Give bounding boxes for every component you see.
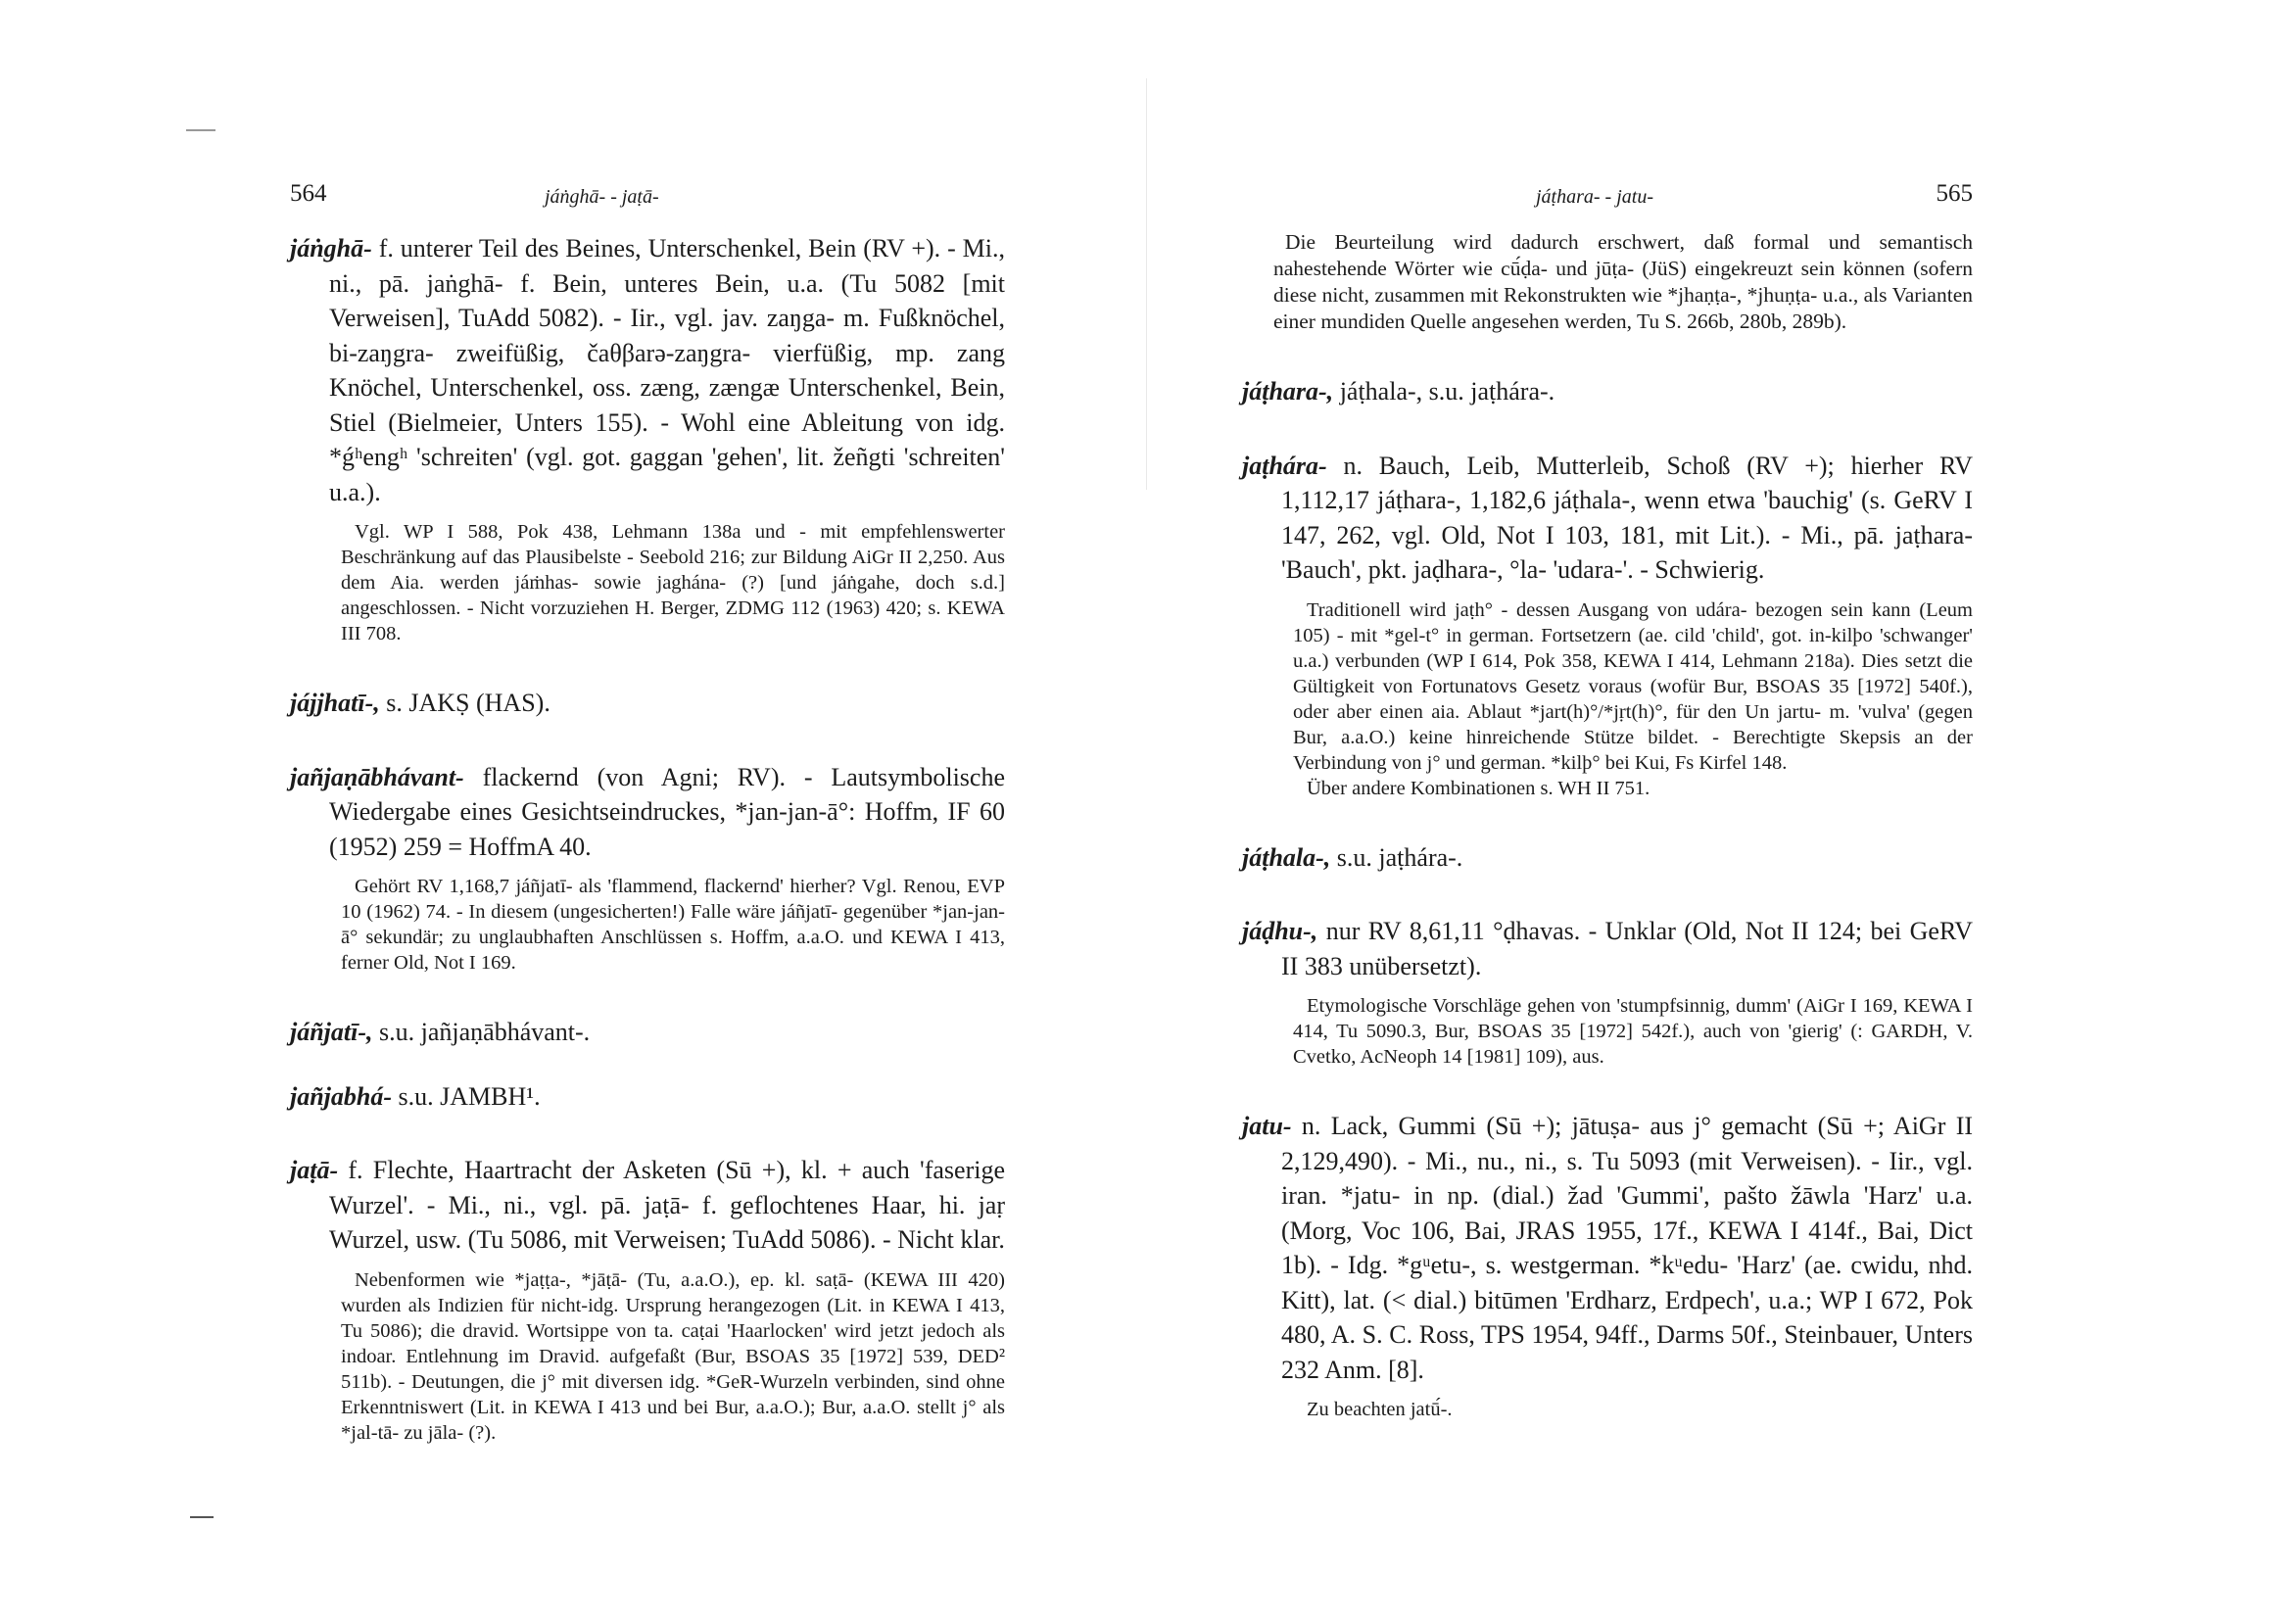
entry-text: n. Bauch, Leib, Mutterleib, Schoß (RV +); hierher RV 1,112,17 jáṭhara-, 1,182,6 jáṭhala-, wenn etwa 'bauchig' (s. GeRV I 147, 262, vgl. Old, Not I 103, 181, mit Lit.). - Mi., pā. jaṭhara- 'Bauch', pkt. jaḍhara-, °la- 'udara-'. - Schwierig. (1281, 451, 1974, 584)
note-jadhu (1293, 993, 1973, 1070)
page-number-left: 564 (290, 180, 327, 207)
entry-text: s.u. jañjaṇābhávant-. (379, 1018, 591, 1046)
entry-jangha (290, 231, 1005, 509)
lemma: jatu- (1242, 1112, 1292, 1140)
note-text: Etymologische Vorschläge gehen von 'stumpfsinnig, dumm' (AiGr I 169, KEWA I 414, Tu 5090.3, Bur, BSOAS 35 [1972] 542f.), auch von 'gierig' (: GARDH, V. Cvetko, AcNeoph 14 [1981] 109), aus. (1293, 995, 1973, 1068)
entry-janjabha (290, 1079, 1005, 1115)
note-text: Zu beachten jatū́-. (1307, 1399, 1453, 1420)
scan-speck (190, 1516, 214, 1518)
right-running-head (1242, 180, 1973, 231)
lemma: jañjaṇābhávant- (290, 762, 464, 791)
lemma: jáṭhala-, (1242, 842, 1331, 872)
entry-text: jáṭhala-, s.u. jaṭhára-. (1339, 377, 1555, 406)
entry-text: nur RV 8,61,11 °ḍhavas. - Unklar (Old, Not II 124; bei GeRV II 383 unübersetzt). (1281, 917, 1973, 980)
lemma: jáḍhu-, (1242, 917, 1318, 945)
page-number-right: 565 (1936, 180, 1973, 207)
entry-janjati (290, 1015, 1005, 1050)
entry-jajjhati (290, 686, 1005, 721)
note-text: Traditionell wird jaṭh° - dessen Ausgang von udára- bezogen sein kann (Leum 105) - mit *gel-t° in german. Fortsetzern (ae. cild 'child', got. in-kilþo 'schwanger' u.a.) verbunden (WP I 614, Pok 358, KEWA I 414, Lehmann 218a). Dies setzt die Gültigkeit von Fortunatovs Gesetz voraus (wofür Bur, BSOAS 35 [1972] 540f.), oder aber einen aia. Ablaut *jart(h)°/*jṛt(h)°, für den Un jartu- m. 'vulva' (gegen Bur, a.a.O.) keine hinreichende Stütze bildet. - Berechtigte Skepsis an der Verbindung von j° und german. *kilþ° bei Kui, Fs Kirfel 148. (1293, 598, 1973, 774)
entry-jathara-cross (1242, 374, 1973, 409)
running-title-right: jáṭhara- - jatu- (1536, 186, 1653, 208)
note-jangha (341, 519, 1005, 646)
lemma: jájjhatī-, (290, 689, 380, 717)
scan-speck (186, 129, 215, 131)
entry-janjanabhavant (290, 760, 1005, 865)
entry-text: f. unterer Teil des Beines, Unterschenkel, Bein (RV +). - Mi., ni., pā. jaṅghā- f. Bein, unteres Bein, u.a. (Tu 5082 [mit Verweisen], TuAdd 5082). - Iir., vgl. jav. zaŋga- m. Fußknöchel, bi-zaŋgra- zweifüßig, čaθβarə-zaŋgra- vierfüßig, mp. zang Knöchel, Unterschenkel, oss. zæng, zængæ Unterschenkel, Bein, Stiel (Bielmeier, Unters 155). - Wohl eine Ableitung von idg. *ǵʰengʰ 'schreiten' (vgl. got. gaggan 'gehen', lit. žeñgti 'schreiten' u.a.). (329, 234, 1005, 506)
lemma: jañjabhá- (290, 1081, 393, 1111)
lemma: jaṭhára- (1242, 451, 1327, 480)
entry-text: s.u. jaṭhára-. (1336, 842, 1463, 872)
entry-text: f. Flechte, Haartracht der Asketen (Sū +), kl. + auch 'faserige Wurzel'. - Mi., ni., vgl. pā. jaṭā- f. geflochtenes Haar, hi. jaṛ Wurzel, usw. (Tu 5086, mit Verweisen; TuAdd 5086). - Nicht klar. (329, 1156, 1006, 1254)
note-text: Vgl. WP I 588, Pok 438, Lehmann 138a und - mit empfehlenswerter Beschränkung auf das Plausibelste - Seebold 216; zur Bildung AiGr II 2,250. Aus dem Aia. werden jáṁhas- sowie jaghána- (?) [und jáṅgahe, doch s.d.] angeschlossen. - Nicht vorzuziehen H. Berger, ZDMG 112 (1963) 420; s. KEWA III 708. (341, 521, 1005, 644)
lemma: jáñjatī-, (290, 1018, 373, 1046)
note-jata (341, 1267, 1005, 1446)
entry-text: s.u. JAMBH¹. (398, 1081, 541, 1111)
entry-jatu (1242, 1109, 1973, 1387)
entry-jadhu (1242, 914, 1973, 983)
note-text: Gehört RV 1,168,7 jáñjatī- als 'flammend, flackernd' hierher? Vgl. Renou, EVP 10 (1962) 74. - In diesem (ungesicherten!) Falle wäre jáñjatī- gegenüber *jan-jan-ā° sekundär; zu unglaubhaften Anschlüssen s. Hoffm, a.a.O. und KEWA I 413, ferner Old, Not I 169. (341, 876, 1005, 974)
note-jatu (1293, 1397, 1973, 1422)
running-title-left: jáṅghā- - jaṭā- (545, 186, 659, 208)
right-page (1242, 180, 1973, 1422)
left-running-head (290, 180, 1005, 231)
lemma: jáṭhara-, (1242, 377, 1334, 406)
note-text: Nebenformen wie *jaṭṭa-, *jāṭā- (Tu, a.a.O.), ep. kl. saṭā- (KEWA III 420) wurden als Indizien für nicht-idg. Ursprung herangezogen (Lit. in KEWA I 413, Tu 5086); die dravid. Wortsippe von ta. caṭai 'Haarlocken' wird jetzt jedoch als indoar. Entlehnung im Dravid. aufgefaßt (Bur, BSOAS 35 [1972] 539, DED² 511b). - Deutungen, die j° mit diversen idg. *GeR-Wurzeln verbinden, sind ohne Erkenntniswert (Lit. in KEWA I 413 und bei Bur, a.a.O.); Bur, a.a.O. stellt j° als *jal-tā- zu jāla- (?). (341, 1268, 1005, 1444)
entry-text: flackernd (von Agni; RV). - Lautsymbolische Wiedergabe eines Gesichtseindruckes, *jan-jan-ā°: Hoffm, IF 60 (1952) 259 = HoffmA 40. (329, 762, 1006, 861)
scan-gutter-line (1146, 78, 1147, 490)
entry-jathara (1242, 449, 1973, 588)
left-page (290, 180, 1005, 1446)
note-jathara (1293, 597, 1973, 801)
continuation-paragraph: Die Beurteilung wird dadurch erschwert, daß formal und semantisch nahestehende Wörter wie cū́ḍa- und jūṭa- (JüS) eingekreuzt sein können (sofern diese nicht, zusammen mit Rekonstrukten wie *jhaṇṭa-, *jhuṇṭa- u.a., als Varianten einer mundiden Quelle angesehen werden, Tu S. 266b, 280b, 289b). (1273, 230, 1973, 333)
note-janjanabhavant (341, 874, 1005, 976)
lemma: jaṭā- (290, 1156, 339, 1184)
entry-jathala (1242, 840, 1973, 876)
entry-text: n. Lack, Gummi (Sū +); jātuṣa- aus j° gemacht (Sū +; AiGr II 2,129,490). - Mi., nu., ni., s. Tu 5093 (mit Verweisen). - Iir., vgl. iran. *jatu- in np. (dial.) žad 'Gummi', pašto žāwla 'Harz' u.a. (Morg, Voc 106, Bai, JRAS 1955, 17f., KEWA I 414f., Bai, Dict 1b). - Idg. *gᵘetu-, s. westgerman. *kᵘedu- 'Harz' (ae. cwidu, nhd. Kitt), lat. (< dial.) bitūmen 'Erdharz, Erdpech', u.a.; WP I 672, Pok 480, A. S. C. Ross, TPS 1954, 94ff., Darms 50f., Steinbauer, Unters 232 Anm. [8]. (1281, 1112, 1974, 1384)
entry-text: s. JAKṢ (HAS). (386, 689, 550, 717)
note-text-2: Über andere Kombinationen s. WH II 751. (1307, 777, 1650, 799)
lemma: jáṅghā- (290, 234, 372, 262)
entry-jata (290, 1153, 1005, 1258)
